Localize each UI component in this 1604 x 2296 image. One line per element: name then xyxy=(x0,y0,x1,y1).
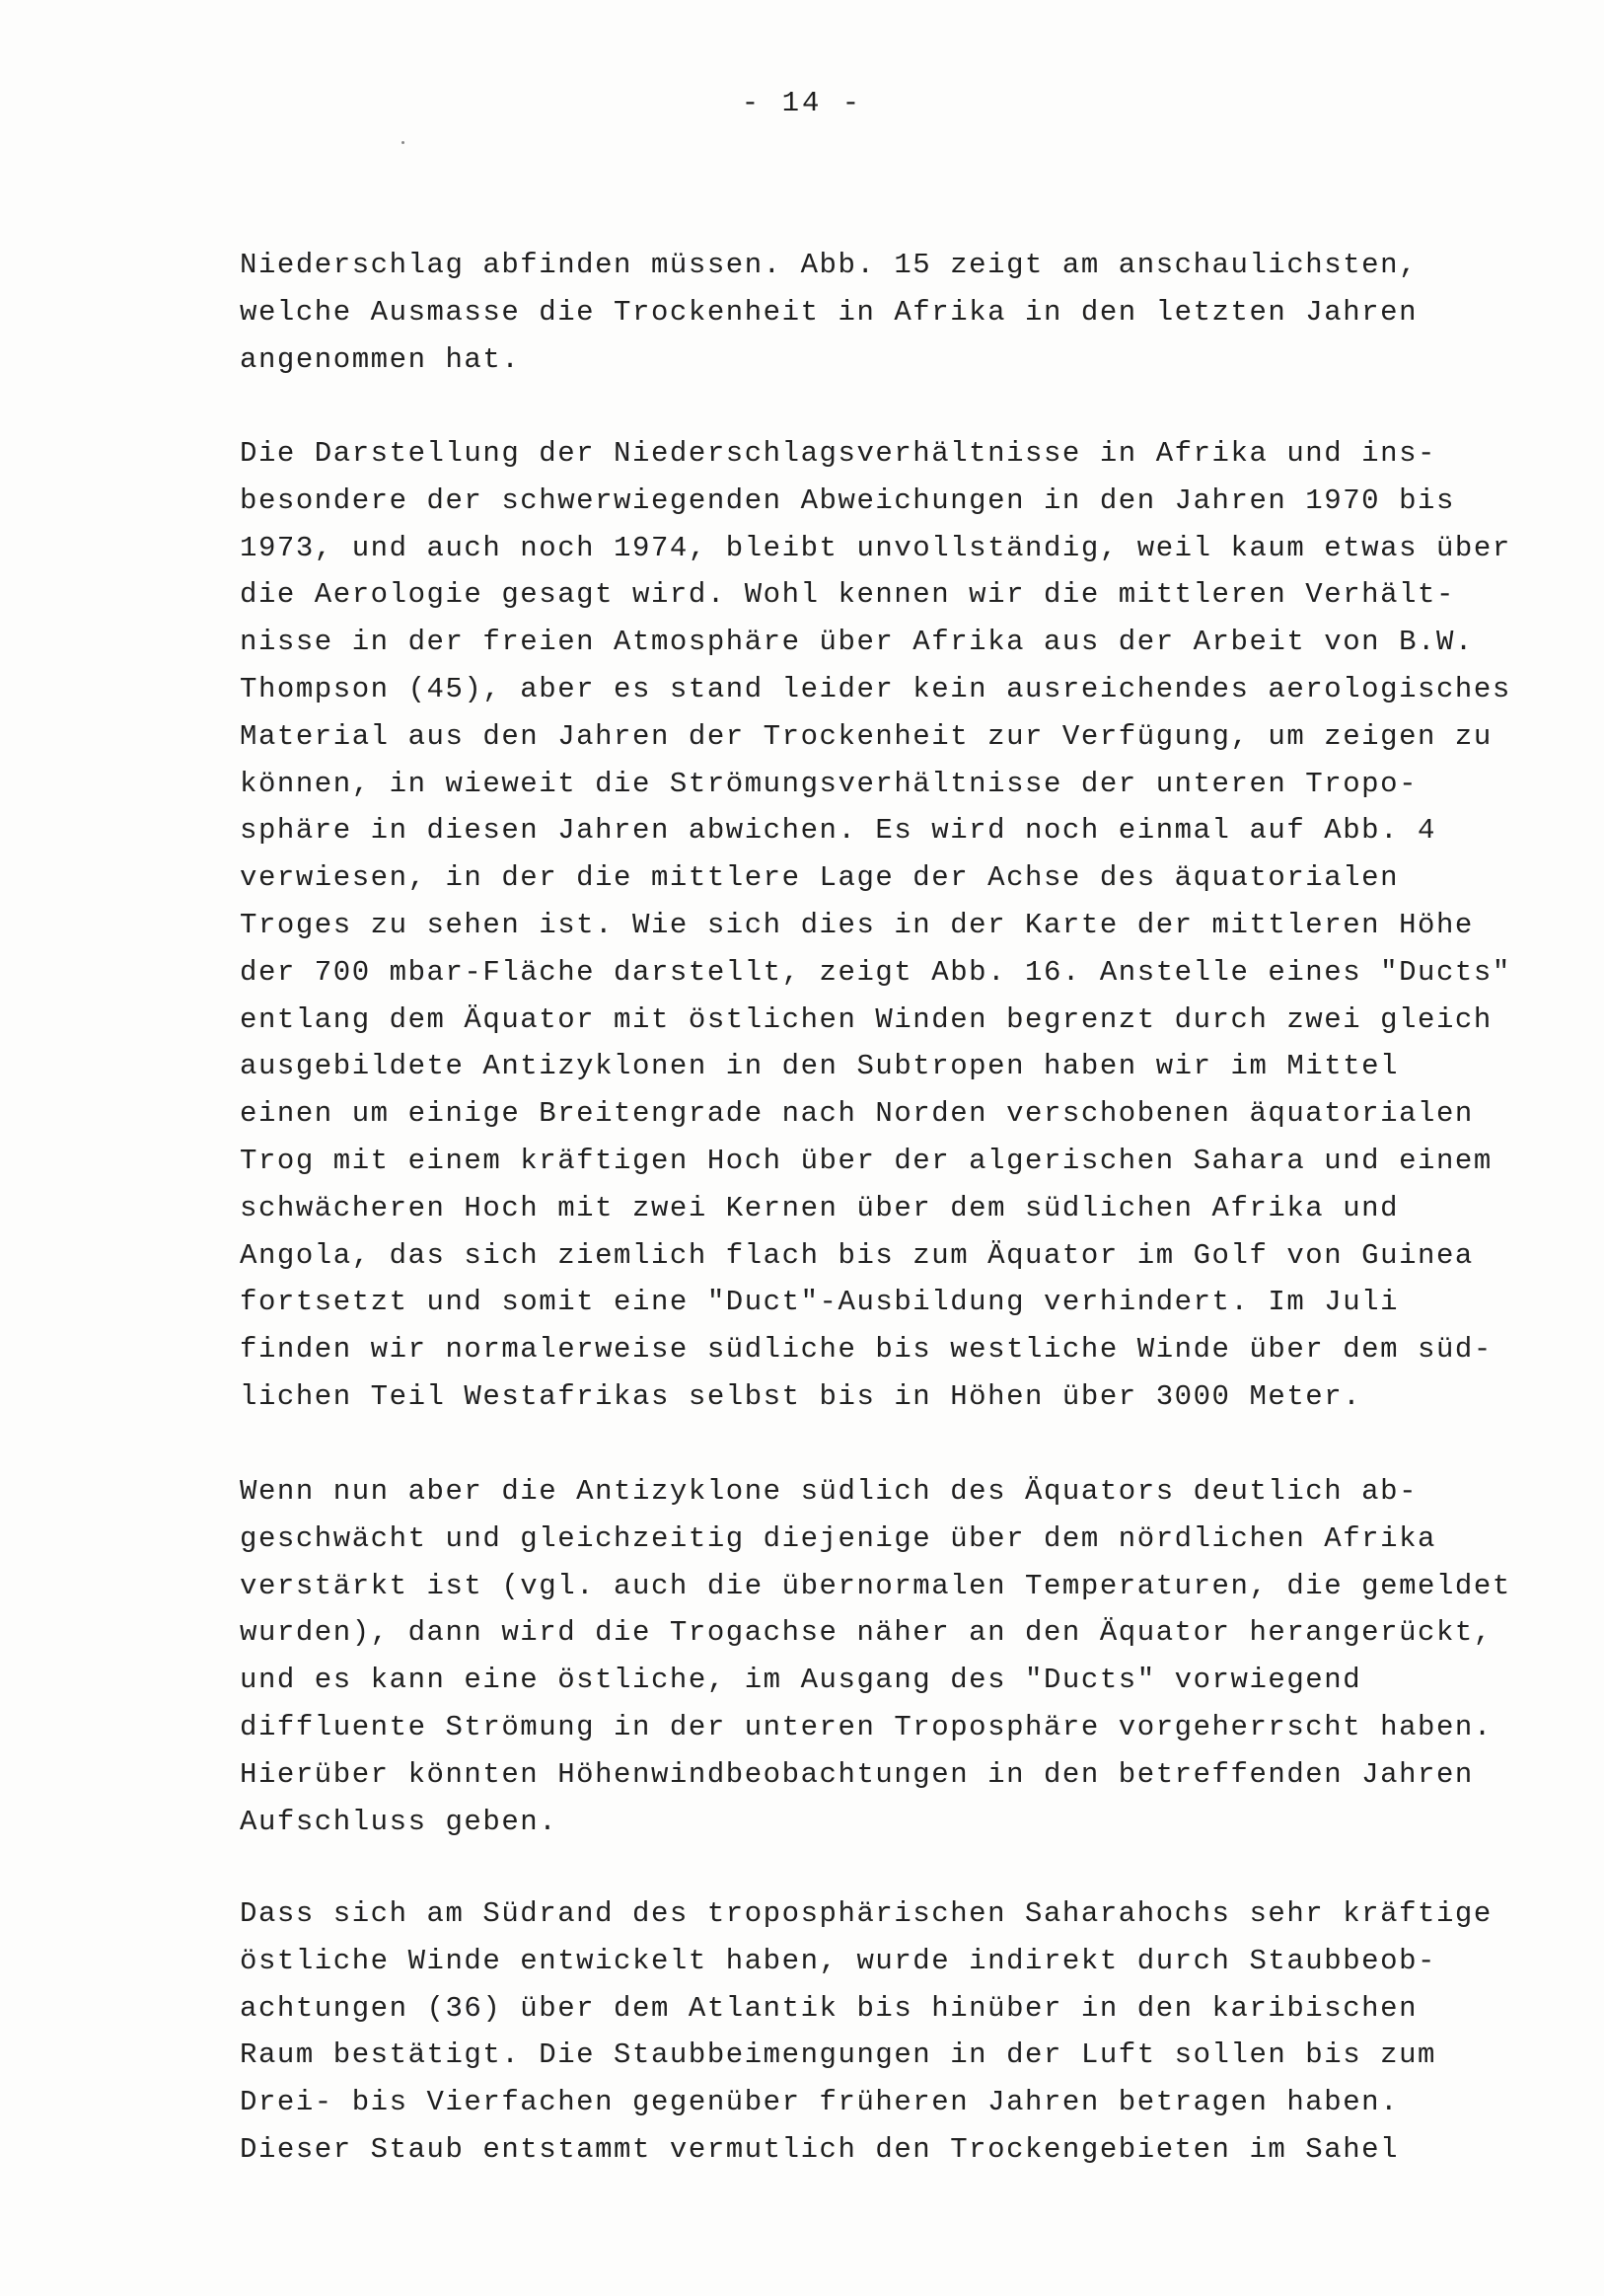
text-line: können, in wieweit die Strömungsverhältnisse der unteren Tropo- xyxy=(240,767,1419,800)
text-line: verwiesen, in der die mittlere Lage der Achse des äquatorialen xyxy=(240,861,1400,895)
text-line: Aufschluss geben. xyxy=(240,1805,558,1838)
text-line: Trog mit einem kräftigen Hoch über der algerischen Sahara und einem xyxy=(240,1144,1493,1177)
text-line: Raum bestätigt. Die Staubbeimengungen in der Luft sollen bis zum xyxy=(240,2038,1436,2072)
text-line: Niederschlag abfinden müssen. Abb. 15 zeigt am anschaulichsten, xyxy=(240,249,1419,281)
paragraph-3 xyxy=(240,1468,1562,1845)
text-line: fortsetzt und somit eine "Duct"-Ausbildung verhindert. Im Juli xyxy=(240,1286,1400,1319)
text-line: Dass sich am Südrand des troposphärischen Saharahochs sehr kräftige xyxy=(240,1897,1493,1930)
text-line: lichen Teil Westafrikas selbst bis in Höhen über 3000 Meter. xyxy=(240,1379,1362,1413)
text-line: einen um einige Breitengrade nach Norden verschobenen äquatorialen xyxy=(240,1097,1474,1131)
text-line: und es kann eine östliche, im Ausgang des "Ducts" vorwiegend xyxy=(240,1664,1362,1697)
text-line: achtungen (36) über dem Atlantik bis hinüber in den karibischen xyxy=(240,1991,1419,2025)
text-line: Drei- bis Vierfachen gegenüber früheren Jahren betragen haben. xyxy=(240,2086,1400,2119)
text-line: welche Ausmasse die Trockenheit in Afrika in den letzten Jahren xyxy=(240,295,1419,329)
text-line: angenommen hat. xyxy=(240,342,521,376)
scan-speck xyxy=(401,141,404,144)
text-line: Troges zu sehen ist. Wie sich dies in der Karte der mittleren Höhe xyxy=(240,908,1474,941)
page-number: - 14 - xyxy=(741,87,863,119)
text-line: der 700 mbar-Fläche darstellt, zeigt Abb. 16. Anstelle eines "Ducts" xyxy=(240,955,1511,989)
text-line: entlang dem Äquator mit östlichen Winden begrenzt durch zwei gleich xyxy=(240,1002,1493,1036)
text-line: verstärkt ist (vgl. auch die übernormalen Temperaturen, die gemeldet xyxy=(240,1569,1511,1602)
paragraph-1 xyxy=(240,242,1562,383)
text-line: besondere der schwerwiegenden Abweichungen in den Jahren 1970 bis xyxy=(240,483,1455,517)
text-line: schwächeren Hoch mit zwei Kernen über dem südlichen Afrika und xyxy=(240,1191,1400,1224)
text-line: Die Darstellung der Niederschlagsverhältnisse in Afrika und ins- xyxy=(240,437,1436,470)
text-line: östliche Winde entwickelt haben, wurde indirekt durch Staubbeob- xyxy=(240,1944,1436,1977)
text-line: geschwächt und gleichzeitig diejenige über dem nördlichen Afrika xyxy=(240,1521,1436,1555)
text-line: sphäre in diesen Jahren abwichen. Es wird noch einmal auf Abb. 4 xyxy=(240,814,1436,848)
text-line: finden wir normalerweise südliche bis westliche Winde über dem süd- xyxy=(240,1333,1493,1367)
text-line: Material aus den Jahren der Trockenheit zur Verfügung, um zeigen zu xyxy=(240,719,1493,753)
text-line: 1973, und auch noch 1974, bleibt unvollständig, weil kaum etwas über xyxy=(240,531,1511,564)
text-line: Wenn nun aber die Antizyklone südlich des Äquators deutlich ab- xyxy=(240,1475,1419,1508)
text-line: die Aerologie gesagt wird. Wohl kennen wir die mittleren Verhält- xyxy=(240,578,1455,612)
text-line: ausgebildete Antizyklonen in den Subtropen haben wir im Mittel xyxy=(240,1050,1400,1083)
text-line: diffluente Strömung in der unteren Troposphäre vorgeherrscht haben. xyxy=(240,1710,1493,1743)
paragraph-2 xyxy=(240,430,1562,1421)
text-line: Thompson (45), aber es stand leider kein ausreichendes aerologisches xyxy=(240,672,1511,705)
text-line: wurden), dann wird die Trogachse näher an den Äquator herangerückt, xyxy=(240,1616,1493,1650)
text-line: Angola, das sich ziemlich flach bis zum Äquator im Golf von Guinea xyxy=(240,1238,1474,1272)
text-line: Hierüber könnten Höhenwindbeobachtungen in den betreffenden Jahren xyxy=(240,1757,1474,1791)
text-line: Dieser Staub entstammt vermutlich den Trockengebieten im Sahel xyxy=(240,2132,1400,2166)
paragraph-4 xyxy=(240,1890,1562,2174)
text-line: nisse in der freien Atmosphäre über Afrika aus der Arbeit von B.W. xyxy=(240,626,1474,659)
